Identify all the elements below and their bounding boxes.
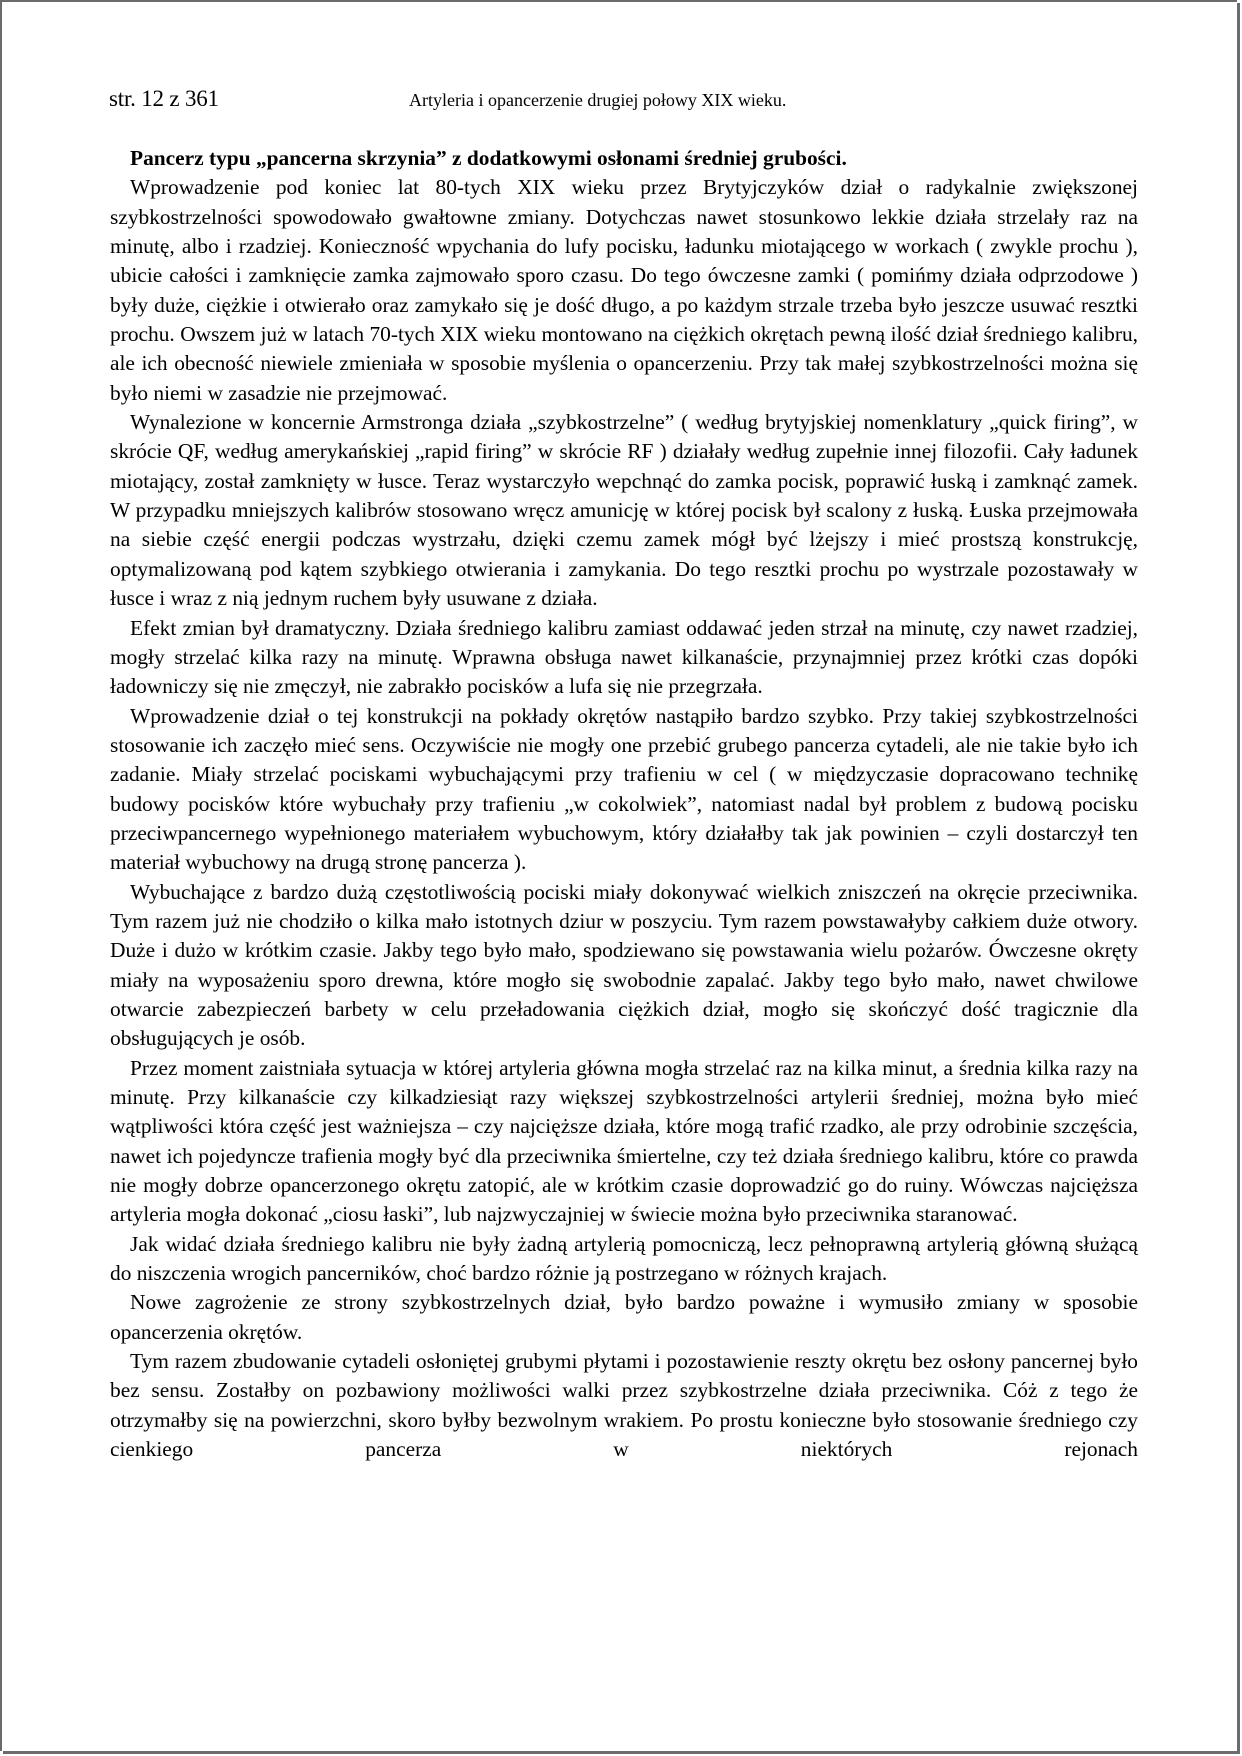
paragraph: Wynalezione w koncernie Armstronga działa „szybkostrzelne” ( według brytyjskiej nomenklatury „quick firing”, w skrócie QF, według amerykańskiej „rapid firing” w skrócie RF ) działały według zupełnie innej filozofii. Cały ładunek miotający, został zamknięty w łusce. Teraz wystarczyło wepchnąć do zamka pocisk, poprawić łuską i zamknąć zamek. W przypadku mniejszych kalibrów stosowano wręcz amunicję w której pocisk był scalony z łuską. Łuska przejmowała na siebie część energii podczas wystrzału, dzięki czemu zamek mógł być lżejszy i mieć prostszą konstrukcję, optymalizowaną pod kątem szybkiego otwierania i zamykania. Do tego resztki prochu po wystrzale pozostawały w łusce i wraz z nią jednym ruchem były usuwane z działa.: [110, 410, 1138, 611]
paragraph: Nowe zagrożenie ze strony szybkostrzelnych dział, było bardzo poważne i wymusiło zmiany w sposobie opancerzenia okrętów.: [110, 1290, 1138, 1344]
page-number: str. 12 z 361: [109, 86, 219, 111]
section-body: [110, 144, 1138, 1464]
paragraph: Jak widać działa średniego kalibru nie były żadną artylerią pomocniczą, lecz pełnoprawną artylerią główną służącą do niszczenia wrogich pancerników, choć bardzo różnie ją postrzegano w różnych krajach.: [110, 1231, 1138, 1286]
paragraph: Wybuchające z bardzo dużą częstotliwością pociski miały dokonywać wielkich zniszczeń na okręcie przeciwnika. Tym razem już nie chodziło o kilka mało istotnych dziur w poszyciu. Tym razem powstawałyby całkiem duże otwory. Duże i dużo w krótkim czasie. Jakby tego było mało, spodziewano się powstawania wielu pożarów. Ówczesne okręty miały na wyposażeniu sporo drewna, które mogło się swobodnie zapalać. Jakby tego było mało, nawet chwilowe otwarcie zabezpieczeń barbety w celu przeładowania ciężkich dział, mogło się skończyć dość tragicznie dla obsługujących je osób.: [110, 879, 1138, 1051]
paragraph: Wprowadzenie dział o tej konstrukcji na pokłady okrętów nastąpiło bardzo szybko. Przy takiej szybkostrzelności stosowanie ich zaczęło mieć sens. Oczywiście nie mogły one przebić grubego pancerza cytadeli, ale nie takie było ich zadanie. Miały strzelać pociskami wybuchającymi przy trafieniu w cel ( w międzyczasie dopracowano technikę budowy pocisków które wybuchały przy trafieniu „w cokolwiek”, natomiast nadal był problem z budową pocisku przeciwpancernego wypełnionego materiałem wybuchowym, który działałby tak jak powinien – czyli dostarczył ten materiał wybuchowy na drugą stronę pancerza ).: [110, 703, 1138, 875]
running-title: Artyleria i opancerzenie drugiej połowy XIX wieku.: [409, 90, 787, 110]
paragraph: Efekt zmian był dramatyczny. Działa średniego kalibru zamiast oddawać jeden strzał na minutę, czy nawet rzadziej, mogły strzelać kilka razy na minutę. Wprawna obsługa nawet kilkanaście, przynajmniej przez krótki czas dopóki ładowniczy się nie zmęczył, nie zabrakło pocisków a lufa się nie przegrzała.: [110, 615, 1138, 699]
page-header: [109, 86, 1139, 116]
paragraph: Tym razem zbudowanie cytadeli osłoniętej grubymi płytami i pozostawienie reszty okrętu bez osłony pancernej było bez sensu. Zostałby on pozbawiony możliwości walki przez szybkostrzelne działa przeciwnika. Cóż z tego że otrzymałby się na powierzchni, skoro byłby bezwolnym wrakiem. Po prostu konieczne było stosowanie średniego czy cienkiego pancerza w niektórych rejonach: [110, 1349, 1138, 1462]
section-heading: Pancerz typu „pancerna skrzynia” z dodatkowymi osłonami średniej grubości.: [130, 146, 847, 170]
paragraph: Przez moment zaistniała sytuacja w której artyleria główna mogła strzelać raz na kilka minut, a średnia kilka razy na minutę. Przy kilkanaście czy kilkadziesiąt razy większej szybkostrzelności artylerii średniej, można było mieć wątpliwości która część jest ważniejsza – czy najcięższe działa, które mogą trafić rzadko, ale przy odrobinie szczęścia, nawet ich pojedyncze trafienia mogły być dla przeciwnika śmiertelne, czy też działa średniego kalibru, które co prawda nie mogły dobrze opancerzonego okrętu zatopić, ale w krótkim czasie doprowadzić go do ruiny. Wówczas najcięższa artyleria mogła dokonać „ciosu łaski”, lub najzwyczajniej w świecie można było przeciwnika staranować.: [110, 1055, 1138, 1227]
paragraph: Wprowadzenie pod koniec lat 80-tych XIX wieku przez Brytyjczyków dział o radykalnie zwiększonej szybkostrzelności spowodowało gwałtowne zmiany. Dotychczas nawet stosunkowo lekkie działa strzelały raz na minutę, albo i rzadziej. Konieczność wpychania do lufy pocisku, ładunku miotającego w workach ( zwykle prochu ), ubicie całości i zamknięcie zamka zajmowało sporo czasu. Do tego ówczesne zamki ( pomińmy działa odprzodowe ) były duże, ciężkie i otwierało oraz zamykało się je dość długo, a po każdym strzale trzeba było jeszcze usuwać resztki prochu. Owszem już w latach 70-tych XIX wieku montowano na ciężkich okrętach pewną ilość dział średniego kalibru, ale ich obecność niewiele zmieniała w sposobie myślenia o opancerzeniu. Przy tak małej szybkostrzelności można się było niemi w zasadzie nie przejmować.: [110, 175, 1138, 405]
